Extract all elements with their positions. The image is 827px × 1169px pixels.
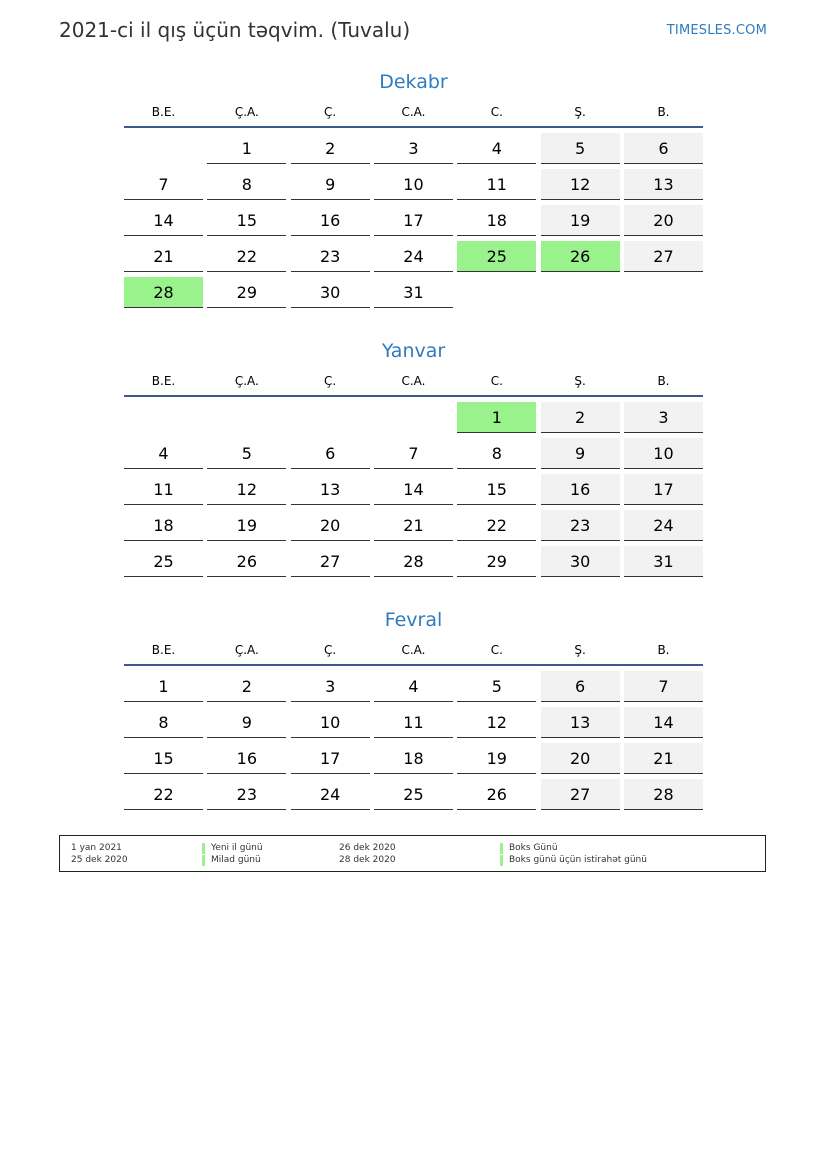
day-cell: 17 [374, 205, 453, 236]
day-cell: 5 [541, 133, 620, 164]
day-cell: 30 [541, 546, 620, 577]
day-cell: 9 [207, 707, 286, 738]
day-cell: 10 [374, 169, 453, 200]
month-yanvar [124, 339, 703, 582]
day-cell: 12 [457, 707, 536, 738]
day-cell: 18 [124, 510, 203, 541]
weekday-header [124, 641, 703, 666]
holiday-legend [59, 835, 766, 872]
day-cell: 15 [457, 474, 536, 505]
day-cell: 4 [457, 133, 536, 164]
day-cell: 6 [624, 133, 703, 164]
day-cell: 19 [457, 743, 536, 774]
brand-link[interactable]: TIMESLES.COM [666, 23, 767, 38]
day-cell: 14 [624, 707, 703, 738]
legend-date: 1 yan 2021 [71, 843, 122, 853]
day-cell: 7 [624, 671, 703, 702]
day-cell: 12 [207, 474, 286, 505]
day-cell: 18 [457, 205, 536, 236]
day-cell: 16 [207, 743, 286, 774]
day-cell-holiday: 1 [457, 402, 536, 433]
day-cell: 13 [541, 707, 620, 738]
day-cell: 23 [207, 779, 286, 810]
weekday-label: B.E. [151, 643, 176, 657]
day-cell: 20 [291, 510, 370, 541]
day-cell: 10 [624, 438, 703, 469]
day-cell: 22 [207, 241, 286, 272]
day-cell: 26 [207, 546, 286, 577]
day-cell: 9 [541, 438, 620, 469]
weekday-header [124, 372, 703, 397]
legend-holiday-name: Boks Günü [500, 843, 558, 854]
day-cell: 2 [541, 402, 620, 433]
day-cell: 31 [624, 546, 703, 577]
day-cell: 4 [124, 438, 203, 469]
day-cell: 22 [457, 510, 536, 541]
day-cell: 21 [624, 743, 703, 774]
weekday-label: Ş. [574, 643, 586, 657]
day-cell: 17 [291, 743, 370, 774]
day-cell: 14 [124, 205, 203, 236]
day-cell: 11 [457, 169, 536, 200]
weekday-label: Ç. [324, 643, 337, 657]
weekday-header [124, 103, 703, 128]
day-cell: 3 [291, 671, 370, 702]
day-cell: 26 [457, 779, 536, 810]
day-cell: 5 [457, 671, 536, 702]
day-cell-holiday: 26 [541, 241, 620, 272]
day-cell: 19 [541, 205, 620, 236]
day-grid [124, 133, 703, 313]
legend-holiday-name: Milad günü [202, 855, 261, 866]
weekday-label: B. [657, 643, 670, 657]
weekday-label: Ç.A. [234, 374, 259, 388]
weekday-label: Ş. [574, 105, 586, 119]
day-cell: 27 [541, 779, 620, 810]
day-cell: 3 [624, 402, 703, 433]
weekday-label: B. [657, 105, 670, 119]
day-cell: 15 [207, 205, 286, 236]
day-cell: 6 [541, 671, 620, 702]
day-cell: 9 [291, 169, 370, 200]
day-cell: 25 [124, 546, 203, 577]
day-cell: 11 [374, 707, 453, 738]
month-title: Yanvar [381, 340, 446, 362]
day-cell: 16 [541, 474, 620, 505]
weekday-label: C. [490, 643, 503, 657]
day-cell: 12 [541, 169, 620, 200]
day-cell: 24 [624, 510, 703, 541]
day-cell: 4 [374, 671, 453, 702]
month-dekabr [124, 70, 703, 313]
weekday-label: Ç.A. [234, 643, 259, 657]
day-cell: 24 [374, 241, 453, 272]
day-cell: 17 [624, 474, 703, 505]
day-cell: 27 [291, 546, 370, 577]
legend-date: 28 dek 2020 [339, 855, 396, 865]
day-cell: 1 [207, 133, 286, 164]
weekday-label: Ç.A. [234, 105, 259, 119]
month-title: Fevral [384, 609, 443, 631]
month-title: Dekabr [379, 71, 448, 93]
day-cell: 23 [541, 510, 620, 541]
day-cell-holiday: 25 [457, 241, 536, 272]
page-title: 2021-ci il qış üçün təqvim. (Tuvalu) [59, 18, 411, 42]
weekday-label: Ç. [324, 105, 337, 119]
day-cell: 27 [624, 241, 703, 272]
legend-holiday-name: Boks günü üçün istirahət günü [500, 855, 647, 866]
day-cell: 8 [207, 169, 286, 200]
day-cell: 2 [291, 133, 370, 164]
day-cell: 14 [374, 474, 453, 505]
day-cell: 28 [624, 779, 703, 810]
day-cell: 23 [291, 241, 370, 272]
day-cell: 6 [291, 438, 370, 469]
day-grid [124, 671, 703, 815]
weekday-label: C.A. [401, 105, 426, 119]
weekday-label: C.A. [401, 374, 426, 388]
weekday-label: B. [657, 374, 670, 388]
day-cell: 7 [374, 438, 453, 469]
day-cell: 16 [291, 205, 370, 236]
day-cell: 19 [207, 510, 286, 541]
day-cell: 30 [291, 277, 370, 308]
day-cell: 21 [374, 510, 453, 541]
day-cell: 5 [207, 438, 286, 469]
day-cell: 13 [624, 169, 703, 200]
legend-date: 26 dek 2020 [339, 843, 396, 853]
day-cell: 28 [374, 546, 453, 577]
weekday-label: B.E. [151, 374, 176, 388]
day-cell: 29 [457, 546, 536, 577]
weekday-label: C. [490, 374, 503, 388]
weekday-label: Ş. [574, 374, 586, 388]
day-cell: 20 [541, 743, 620, 774]
day-cell: 8 [124, 707, 203, 738]
weekday-label: Ç. [324, 374, 337, 388]
day-cell: 22 [124, 779, 203, 810]
day-cell: 2 [207, 671, 286, 702]
month-fevral [124, 608, 703, 815]
day-cell: 29 [207, 277, 286, 308]
weekday-label: C.A. [401, 643, 426, 657]
day-cell: 25 [374, 779, 453, 810]
day-cell: 3 [374, 133, 453, 164]
day-cell: 20 [624, 205, 703, 236]
legend-holiday-name: Yeni il günü [202, 843, 263, 854]
day-cell: 15 [124, 743, 203, 774]
day-cell: 24 [291, 779, 370, 810]
weekday-label: B.E. [151, 105, 176, 119]
day-cell: 8 [457, 438, 536, 469]
day-cell-holiday: 28 [124, 277, 203, 308]
day-cell: 31 [374, 277, 453, 308]
day-cell: 7 [124, 169, 203, 200]
day-cell: 11 [124, 474, 203, 505]
day-cell: 21 [124, 241, 203, 272]
day-cell: 13 [291, 474, 370, 505]
day-cell: 10 [291, 707, 370, 738]
day-cell: 18 [374, 743, 453, 774]
weekday-label: C. [490, 105, 503, 119]
day-grid [124, 402, 703, 582]
legend-date: 25 dek 2020 [71, 855, 128, 865]
day-cell: 1 [124, 671, 203, 702]
